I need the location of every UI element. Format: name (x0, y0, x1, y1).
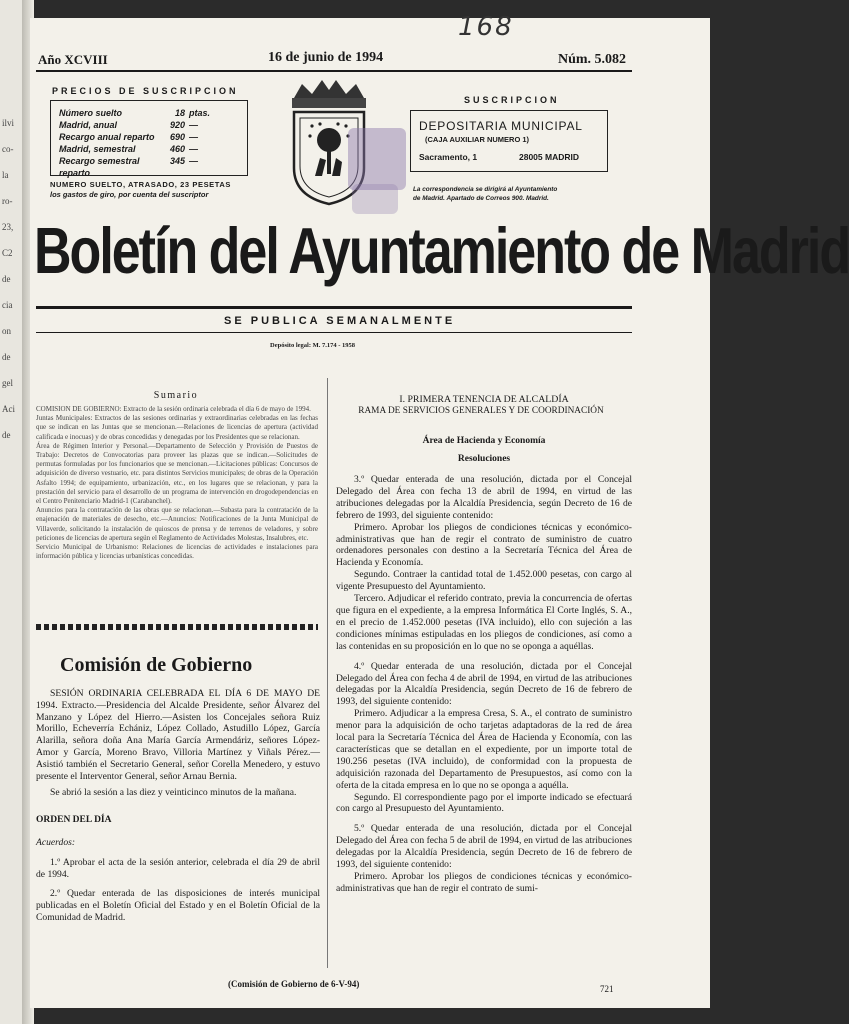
paragraph: SESIÓN ORDINARIA CELEBRADA EL DÍA 6 DE MAYO DE 1994. Extracto.—Presidencia del Alcalde Presidente, señor Álvarez del Manzano y López del Hierro.—Asisten los Concejales señora Ruiz Morillo, Echeverría Echániz, López Collado, Astudillo López, García Alarilla, señora doña Ana María García Armendáriz, señores López-Amor y García, Moreno Bravo, Villoria Martínez y Viñals Pérez.—Asistió también el Secretario General, señor Corella Menedero, y estuvo presente el Interventor General, señor Arnau Bernia. (36, 688, 320, 782)
paragraph: 5.º Quedar enterada de una resolución, dictada por el Concejal Delegado del Área con fecha 5 de abril de 1994, en virtud de las atribuciones delegadas por la Alcaldía Presidencia, según Decreto de 16 de febrero de 1993, del siguiente contenido: (336, 823, 632, 871)
correspondence-note: La correspondencia se dirigirá al Ayuntamiento (413, 186, 558, 193)
prices-title: PRECIOS DE SUSCRIPCION (52, 86, 239, 96)
paragraph: 4.º Quedar enterada de una resolución, dictada por el Concejal Delegado del Área con fecha 4 de abril de 1994, en virtud de las atribuciones delegadas por la Alcaldía Presidencia, según Decreto de 16 de febrero de 1993, del siguiente contenido: (336, 660, 632, 708)
sumario-list (36, 405, 318, 561)
sumario-item: Área de Régimen Interior y Personal.—Departamento de Selección y Provisión de Puestos de Trabajo: Decretos de Convocatorias para proveer las plazas que se indican.—Solicitudes de permutas formuladas por los funcionarios que se mencionan.—Licitaciones públicas: Concursos de adquisición de diverso vestuario, etc. para distintos Servicios municipales; de obras de la Operación Asfalto 1994; de equipamiento, urbanización, etc., en los lugares que se relacionan, y para la prestación del servicio para el desarrollo de un programa de intervención en drogodependencias en el Centro Penitenciario Madrid-1 (Carabanchel). (36, 441, 318, 506)
prices-box (50, 100, 248, 176)
price-row: Madrid, semestral 460 — (59, 144, 198, 154)
subscription-box (410, 110, 608, 172)
section-heading: Comisión de Gobierno (60, 654, 253, 676)
paragraph: Tercero. Adjudicar el referido contrato, previa la concurrencia de ofertas que figura en el expediente, a la empresa Informática El Corte Inglés, S. A., en el precio de 1.452.000 pesetas (IVA incluido), ello con sujeción a las condiciones mínimas estipuladas en los pliegos de condiciones, así como a las contenidas en su proposición en lo que no se oponga a aquéllas. (336, 593, 632, 652)
prices-note-2: los gastos de giro, por cuenta del suscriptor (50, 190, 209, 199)
paragraph: Se abrió la sesión a las diez y veinticinco minutos de la mañana. (50, 787, 297, 799)
paragraph: Segundo. El correspondiente pago por el importe indicado se efectuará con cargo al Presupuesto del Ayuntamiento. (336, 791, 632, 815)
left-column-text (36, 688, 320, 924)
library-stamp-lower (352, 184, 398, 214)
page-number: 721 (600, 984, 614, 994)
paragraph: Primero. Aprobar los pliegos de condiciones técnicas y económico-administrativas que han de regir el contrato de suministro de cuatro ordenadores personales con destino a la Secretaría Técnica del Área de Hacienda y Economía. (336, 521, 632, 569)
sumario-item: Juntas Municipales: Extractos de las sesiones ordinarias y extraordinarias celebradas en las fechas que se indican en las Juntas que se mencionan.—Relaciones de licencias de apertura (actividad calificada e inocuas) y de obras concedidas y denegadas por los Presidentes que se relacionan. (36, 414, 318, 441)
sumario-title: Sumario (153, 390, 199, 401)
right-heading-1: I. PRIMERA TENENCIA DE ALCALDÍA (399, 394, 569, 405)
header-rule (36, 70, 632, 72)
price-row: Recargo semestral reparto 345 — (59, 156, 198, 178)
masthead-title: Boletín del Ayuntamiento de Madrid (34, 215, 849, 288)
subscription-title: SUSCRIPCION (464, 95, 560, 105)
right-heading-2: RAMA DE SERVICIOS GENERALES Y DE COORDINACIÓN (358, 406, 604, 416)
footer-note: (Comisión de Gobierno de 6-V-94) (228, 979, 360, 989)
orden-heading: ORDEN DEL DÍA (36, 815, 112, 826)
issue-year: Año XCVIII (38, 52, 108, 67)
paragraph: 3.º Quedar enterada de una resolución, dictada por el Concejal Delegado del Área con fecha 13 de abril de 1994, en virtud de las atribuciones delegadas por la Alcaldía Presidencia, según Decreto de 16 de febrero de 1993, del siguiente contenido: (336, 474, 632, 521)
office-name: DEPOSITARIA MUNICIPAL (419, 119, 583, 133)
paragraph: Primero. Adjudicar a la empresa Cresa, S. A., el contrato de suministro menor para la adquisición de ocho tarjetas adaptadoras de la red de área local para la Secretaría Técnica del Área de Hacienda y Economía, con las características que se detallan en el expediente, por un importe total de 190.256 pesetas (IVA incluido), de conformidad con la propuesta de adquisición razonada del Departamento de Presupuestos, así como con la oferta de la citada empresa en lo que no se oponga a aquélla. (336, 708, 632, 791)
masthead-rule (36, 306, 632, 309)
column-separator (327, 378, 328, 968)
acuerdos-label: Acuerdos: (36, 836, 76, 848)
library-stamp (348, 128, 406, 190)
tagline-rule (36, 332, 632, 333)
issue-date: 16 de junio de 1994 (268, 50, 384, 65)
resoluciones-heading: Resoluciones (457, 454, 511, 464)
sumario-item: Anuncios para la contratación de las obras que se relacionan.—Subasta para la contratación de la enajenación de materiales de desecho, etc.—Anuncios: Notificaciones de la Junta Municipal de Villaverde, solicitando la instalación de quioscos de prensa y de terrenos de veladores, y sobre peticiones de licencias de apertura según el Reglamento de Actividades Molestas, Insalubres, etc. (36, 506, 318, 542)
dotted-divider (36, 624, 318, 630)
right-column-text (336, 474, 632, 895)
price-row: Número suelto 18 ptas. (59, 108, 211, 118)
area-heading: Área de Hacienda y Economía (422, 436, 546, 446)
correspondence-note-2: de Madrid. Apartado de Correos 900. Madrid. (413, 195, 549, 202)
sumario-item: Servicio Municipal de Urbanismo: Relaciones de licencias de actividades e instalaciones para información pública y licencias urbanísticas concedidas. (36, 543, 318, 561)
price-row: Recargo anual reparto 690 — (59, 132, 198, 142)
office-sub: (CAJA AUXILIAR NUMERO 1) (425, 135, 530, 144)
office-street: Sacramento, 1 (419, 152, 478, 162)
paragraph: Primero. Aprobar los pliegos de condiciones técnicas y económico-administrativas que han de regir el contrato de sumi- (336, 871, 632, 894)
sumario-item: COMISION DE GOBIERNO: Extracto de la sesión ordinaria celebrada el día 6 de mayo de 1994. (36, 405, 311, 413)
paragraph: 2.º Quedar enterada de las disposiciones de interés municipal publicadas en el Boletín Oficial del Estado y en el Boletín Oficial de la Comunidad de Madrid. (36, 888, 320, 923)
price-row: Madrid, anual 920 — (59, 120, 198, 130)
paragraph: 1.º Aprobar el acta de la sesión anterior, celebrada el día 29 de abril de 1994. (36, 856, 320, 880)
tagline: SE PUBLICA SEMANALMENTE (224, 315, 456, 327)
legal-deposit: Depósito legal: M. 7.174 - 1958 (270, 342, 356, 349)
newspaper-page (30, 12, 849, 1008)
issue-number: Núm. 5.082 (558, 52, 627, 67)
prices-note: NUMERO SUELTO, ATRASADO, 23 PESETAS (50, 180, 232, 189)
previous-page-text: ilvi co- la ro- 23, C2 de cia on de gel Aci de (2, 118, 15, 440)
paragraph: Segundo. Contraer la cantidad total de 1.452.000 pesetas, con cargo al vigente Presupuesto del Ayuntamiento. (336, 569, 632, 593)
office-postal: 28005 MADRID (519, 152, 579, 162)
handwritten-number: 168 (458, 12, 514, 42)
